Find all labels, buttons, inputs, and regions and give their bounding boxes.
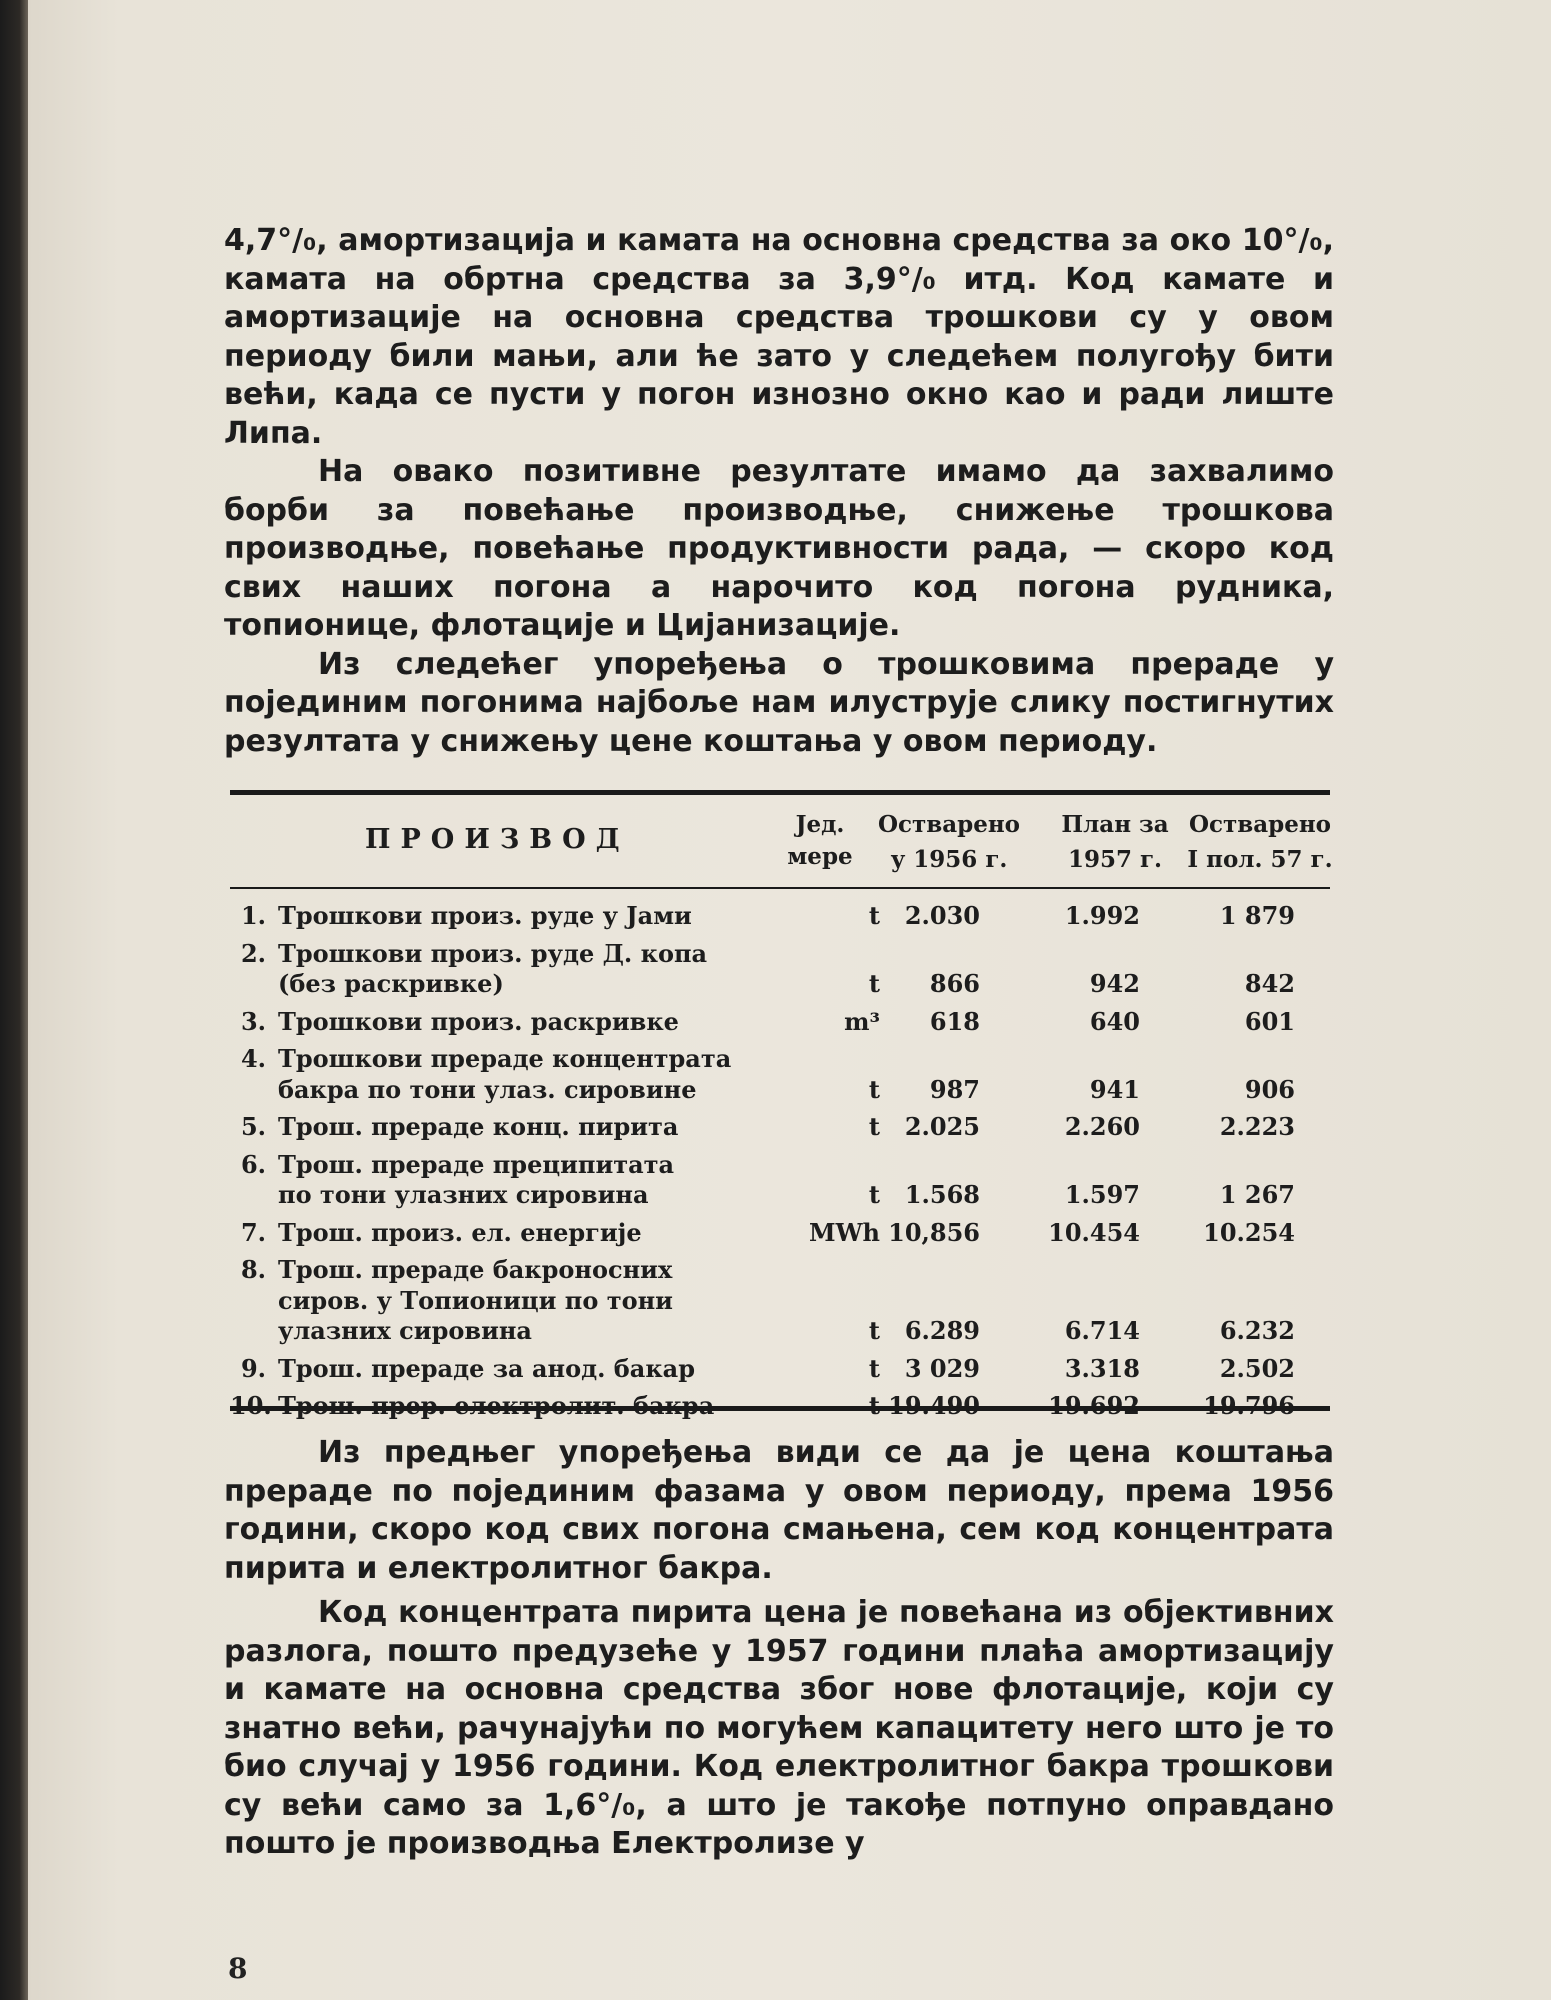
table-row-continuation (230, 1180, 1330, 1210)
table-row (230, 1150, 1330, 1180)
row-value-1957-h1: 842 (1244, 969, 1295, 998)
row-value-1956: 866 (929, 969, 980, 998)
row-label: Трош. прераде бакроносних (278, 1255, 673, 1284)
table-bottom-rule (230, 1406, 1330, 1411)
row-value-plan-1957: 942 (1089, 969, 1140, 998)
row-number: 3. (240, 1006, 266, 1036)
row-value-1957-h1: 2.502 (1219, 1353, 1295, 1383)
header-col3-line1: Остварено (1188, 811, 1332, 838)
row-unit: t (868, 1353, 880, 1383)
header-unit-line1: Јед. (795, 811, 845, 838)
row-label: бакра по тони улаз. сировине (278, 1074, 697, 1104)
row-label: сиров. у Топионици по тони (278, 1285, 673, 1315)
row-value-1956: 3 029 (904, 1353, 980, 1383)
row-label: Трошкови произ. руде Д. копа (278, 938, 708, 968)
row-value-1957-h1: 1 267 (1219, 1180, 1295, 1209)
row-value-1957-h1: 906 (1244, 1074, 1295, 1104)
row-value-1957-h1: 601 (1244, 1006, 1295, 1036)
row-label: (без раскривке) (278, 969, 504, 998)
table-top-rule (230, 790, 1330, 795)
row-unit: t (868, 1180, 880, 1209)
header-col1-line1: Остварено (877, 811, 1021, 838)
book-spine (0, 0, 28, 2000)
row-unit: t (868, 1316, 880, 1345)
row-label: Трош. прераде за анод. бакар (278, 1353, 695, 1383)
header-col1-line2: у 1956 г. (890, 846, 1008, 873)
row-label: Трош. произ. ел. енергије (278, 1217, 642, 1247)
row-label: Трош. прераде преципитата (278, 1149, 675, 1179)
row-value-1957-h1: 2.223 (1219, 1112, 1295, 1141)
row-value-plan-1957: 2.260 (1064, 1112, 1140, 1141)
table-row (230, 1112, 1330, 1142)
row-number: 1. (240, 901, 266, 930)
row-label: улазних сировина (278, 1316, 532, 1345)
row-label: по тони улазних сировина (278, 1180, 649, 1209)
row-unit: t (868, 901, 880, 930)
row-label: Трошкови прераде концентрата (278, 1044, 732, 1073)
row-value-plan-1957: 1.597 (1064, 1180, 1140, 1209)
row-value-plan-1957: 640 (1089, 1006, 1140, 1036)
row-value-1956: 1.568 (904, 1180, 980, 1209)
row-unit: t (868, 1112, 880, 1141)
table-row-continuation (230, 1286, 1330, 1316)
row-value-plan-1957: 6.714 (1064, 1316, 1140, 1345)
table-row-continuation (230, 1075, 1330, 1105)
row-value-plan-1957: 3.318 (1064, 1353, 1140, 1383)
row-number: 4. (240, 1044, 266, 1073)
paragraph: Из следећег упоређења о трошковима прераде у појединим погонима најбоље нам илуструје слику постигнутих резултата у снижењу цене коштања у овом периоду. (224, 646, 1334, 759)
row-value-1956: 2.025 (904, 1112, 980, 1141)
paragraph: 4,7°/₀, амортизација и камата на основна средства за око 10°/₀, камата на обртна средства за 3,9°/₀ итд. Код камате и амортизације на основна средства трошкови су у овом периоду били мањи, али ће зато у следећем полугођу бити већи, када се пусти у погон изнозно окно као и ради лиште Липа. (224, 223, 1334, 451)
row-unit: MWh (809, 1217, 880, 1247)
row-value-1956: 10,856 (888, 1217, 980, 1247)
header-col2-line1: План за (1061, 811, 1169, 838)
row-value-1956: 2.030 (904, 901, 980, 930)
page-number: 8 (228, 1952, 248, 1985)
header-unit-line2: мере (787, 843, 853, 870)
text-block-bottom (224, 1434, 1334, 1864)
row-value-plan-1957: 1.992 (1064, 901, 1140, 930)
row-unit: t (868, 969, 880, 998)
row-value-1956: 6.289 (904, 1316, 980, 1345)
row-unit: t (868, 1074, 880, 1104)
row-value-1956: 987 (929, 1074, 980, 1104)
table-row (230, 1044, 1330, 1074)
paragraph: Код концентрата пирита цена је повећана из објективних разлога, пошто предузеће у 1957 години плаћа амортизацију и камате на основна средства због нове флотације, који су знатно већи, рачунајући по могућем капацитету него што је то био случај у 1956 години. Код електролитног бакра трошкови су већи само за 1,6°/₀, а што је такође потпуно оправдано пошто је производња Електролизе у (224, 1595, 1334, 1861)
table-row-continuation (230, 969, 1330, 999)
header-product: ПРОИЗВОД (365, 824, 630, 855)
row-value-1956: 618 (929, 1006, 980, 1036)
row-number: 8. (240, 1255, 266, 1284)
table-row (230, 1354, 1330, 1384)
row-label: Трош. прераде конц. пирита (278, 1112, 679, 1141)
row-number: 5. (240, 1112, 266, 1141)
table-row (230, 1255, 1330, 1285)
paragraph: На овако позитивне резултате имамо да захвалимо борби за повећање производње, снижење трошкова производње, повећање продуктивности рада, — скоро код свих наших погона а нарочито код погона рудника, топионице, флотације и Цијанизације. (224, 454, 1334, 643)
row-unit: m³ (844, 1006, 880, 1036)
row-label: Трошкови произ. руде у Јами (278, 901, 692, 930)
table-header-rule (230, 887, 1330, 889)
text-block-top (224, 222, 1334, 761)
table-row (230, 1218, 1330, 1248)
row-number: 9. (240, 1353, 266, 1383)
row-number: 6. (240, 1149, 266, 1179)
row-value-1957-h1: 10.254 (1203, 1217, 1295, 1247)
row-value-1957-h1: 6.232 (1219, 1316, 1295, 1345)
header-col2-line2: 1957 г. (1067, 846, 1163, 873)
row-value-plan-1957: 941 (1089, 1074, 1140, 1104)
row-value-plan-1957: 10.454 (1048, 1217, 1140, 1247)
row-number: 2. (240, 938, 266, 968)
table-row (230, 1007, 1330, 1037)
paragraph: Из предњег упоређења види се да је цена коштања прераде по појединим фазама у овом периоду, према 1956 години, скоро код свих погона смањена, сем код концентрата пирита и електролитног бакра. (224, 1435, 1334, 1586)
header-col3-line2: I пол. 57 г. (1187, 846, 1333, 873)
table-row (230, 939, 1330, 969)
table-row-continuation (230, 1316, 1330, 1346)
row-number: 7. (240, 1217, 266, 1247)
row-label: Трошкови произ. раскривке (278, 1006, 679, 1036)
row-value-1957-h1: 1 879 (1219, 901, 1295, 930)
table-row (230, 901, 1330, 931)
